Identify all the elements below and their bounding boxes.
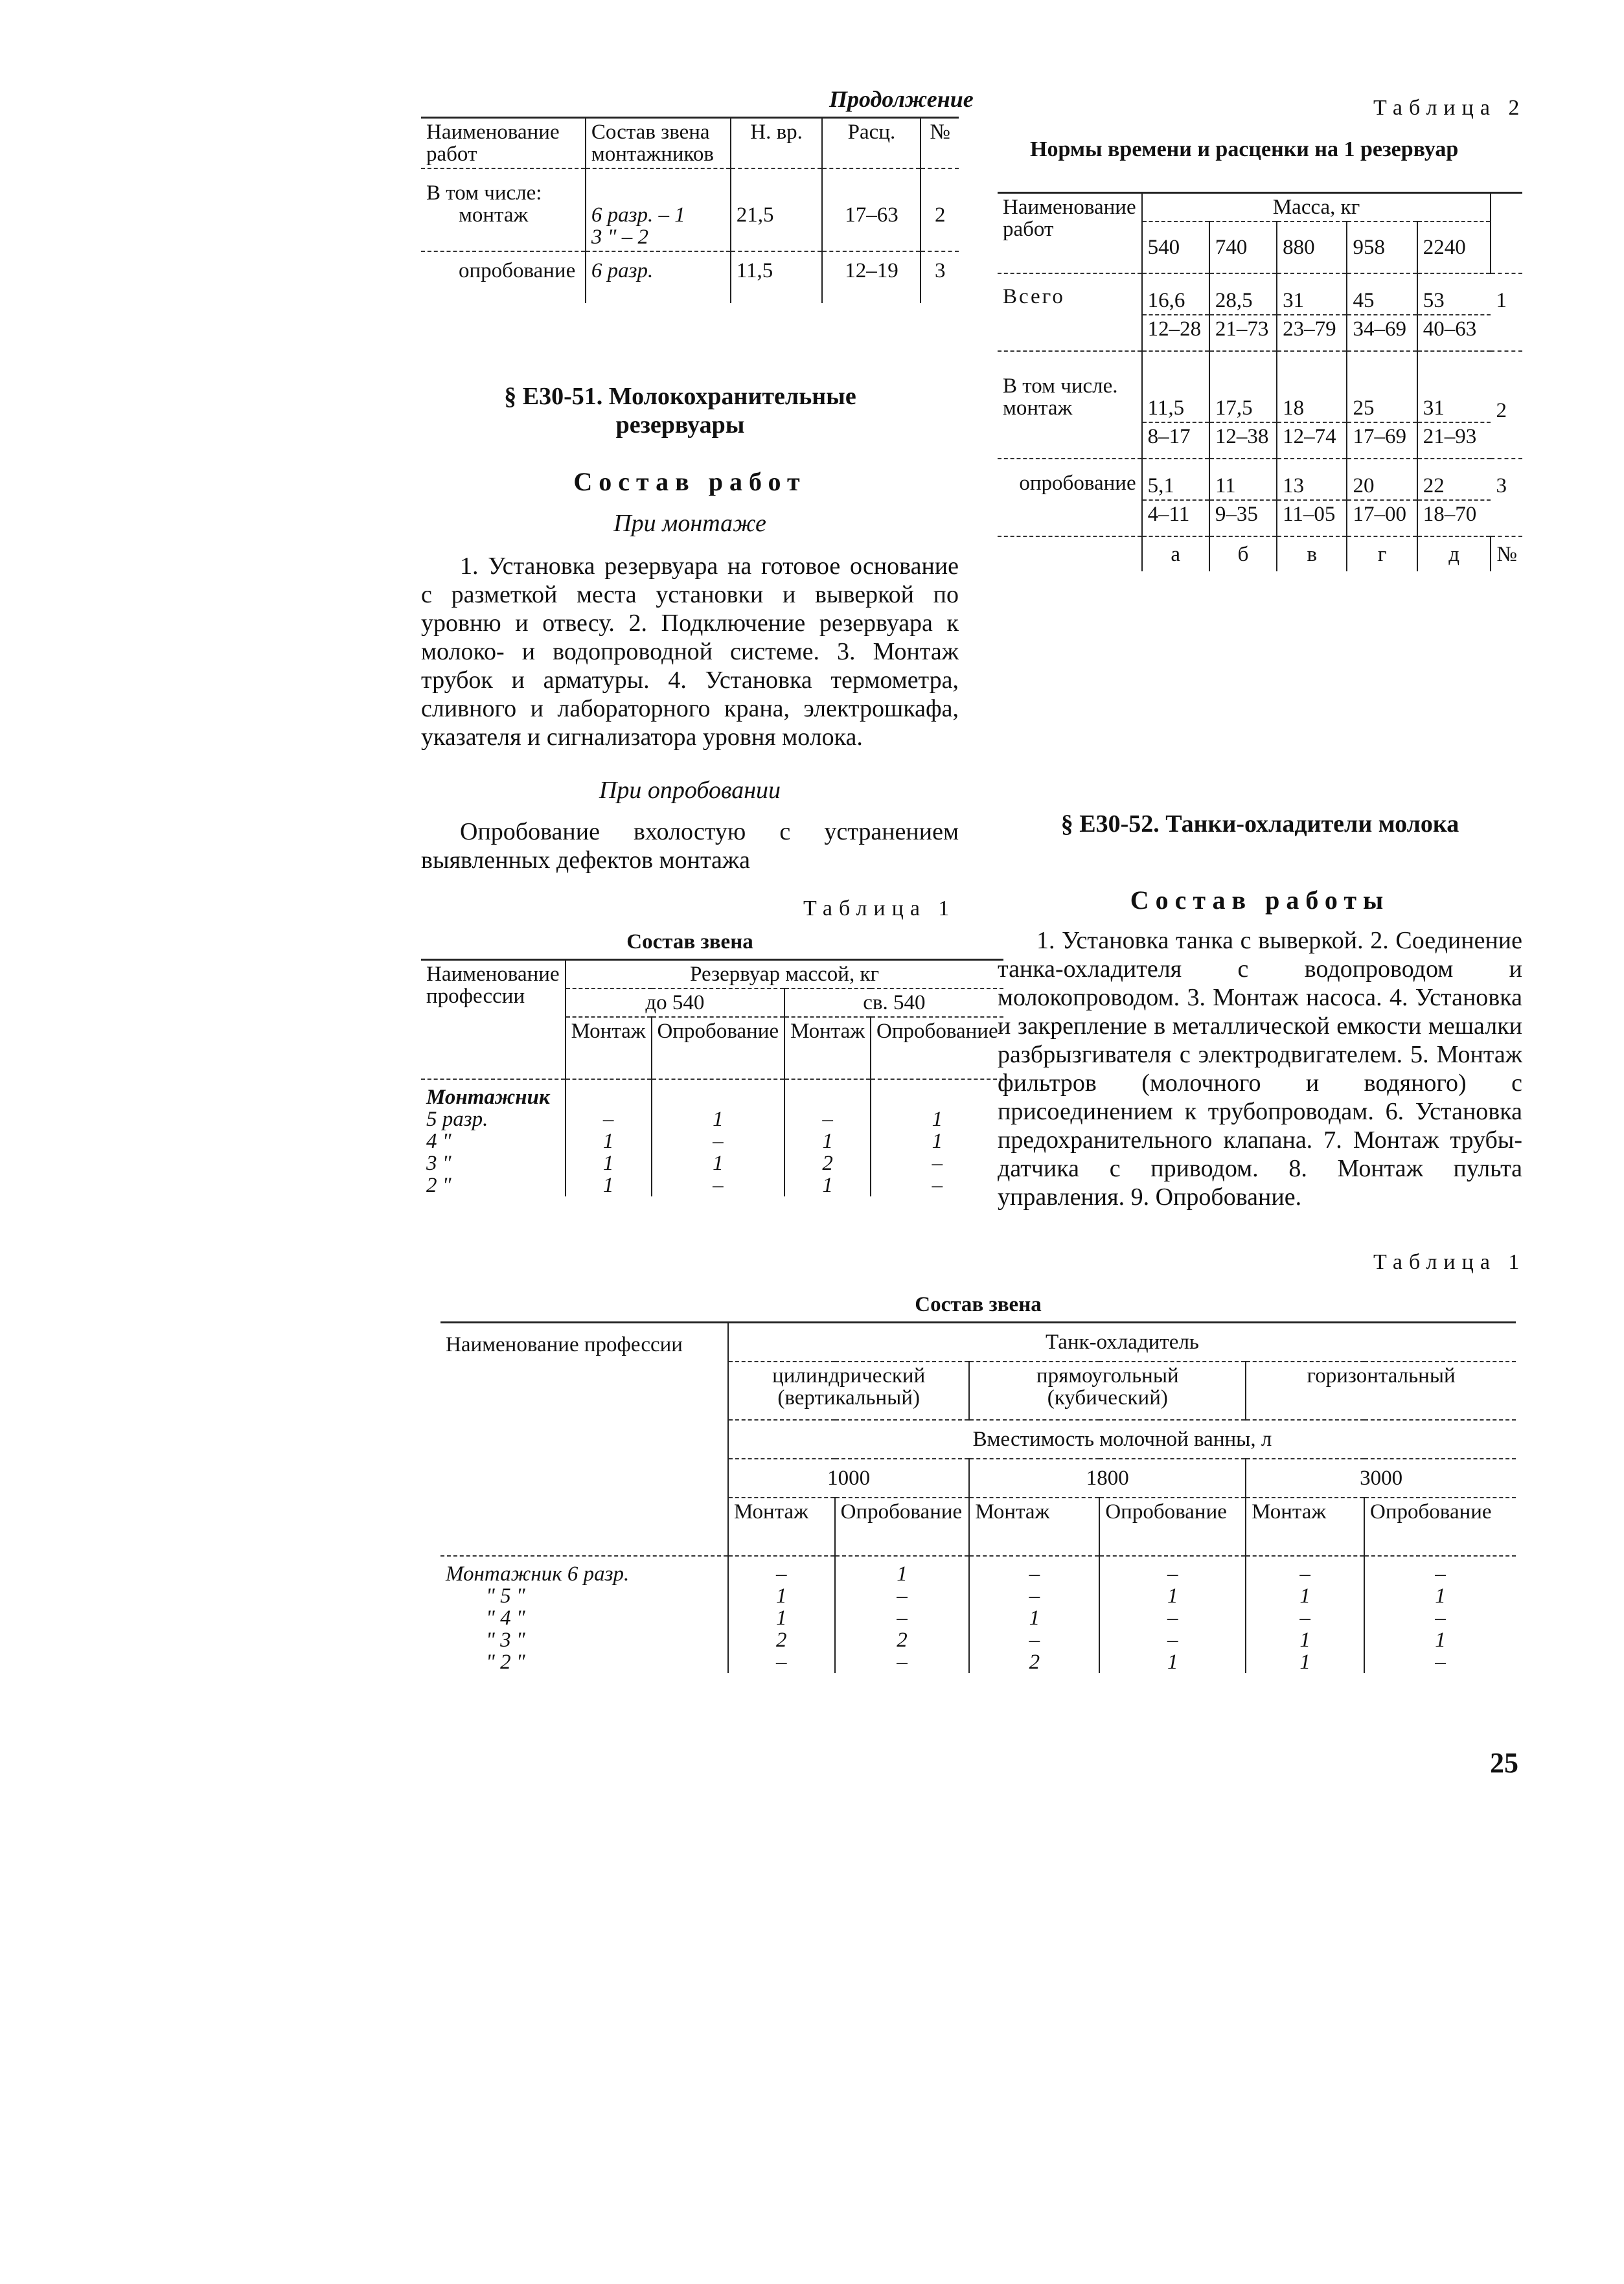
- mass: 2240: [1417, 222, 1491, 273]
- col-profession: Наименование профессии: [421, 960, 566, 1080]
- time: 5,1: [1142, 459, 1209, 500]
- rate: 40–63: [1417, 315, 1491, 351]
- time: 28,5: [1209, 273, 1277, 315]
- cell: 1: [1246, 1651, 1364, 1673]
- time: 31: [1277, 273, 1347, 315]
- cell: –: [1246, 1556, 1364, 1585]
- cell: –: [871, 1174, 1003, 1196]
- row-no: 1: [1491, 273, 1522, 351]
- row-prof: 4 ": [426, 1130, 452, 1153]
- time: 18: [1277, 351, 1347, 422]
- col-test: Опробование: [835, 1498, 970, 1556]
- row-nvr: 11,5: [731, 251, 823, 303]
- rate: 9–35: [1209, 500, 1277, 536]
- test-heading: При опробовании: [599, 777, 781, 804]
- composition-heading-e3052: Состав работы: [1130, 885, 1390, 915]
- col-mont: Монтаж: [566, 1017, 652, 1079]
- continuation-label: Продолжение: [829, 86, 974, 112]
- cell: –: [1099, 1629, 1246, 1651]
- cell: –: [652, 1174, 785, 1196]
- rate: 12–74: [1277, 422, 1347, 459]
- cell: 2: [969, 1651, 1099, 1673]
- cell: –: [1364, 1651, 1516, 1673]
- col-letter: б: [1209, 536, 1277, 571]
- col-test: Опробование: [1099, 1498, 1246, 1556]
- row-prof: " 5 ": [486, 1584, 525, 1608]
- cell: 1: [871, 1130, 1003, 1152]
- rate: 18–70: [1417, 500, 1491, 536]
- row-nvr: 21,5: [731, 168, 823, 251]
- group-header: Танк-охладитель: [728, 1323, 1516, 1362]
- row-name: опробование: [459, 259, 576, 282]
- section-title-e3051: § Е30-51. Молокохранительные резервуары: [504, 383, 856, 439]
- rate: 21–93: [1417, 422, 1491, 459]
- col-test: Опробование: [652, 1017, 785, 1079]
- crew-table-e3051: [421, 959, 1003, 1196]
- cell: 1: [1099, 1651, 1246, 1673]
- rate: 12–38: [1209, 422, 1277, 459]
- cell: 1: [1364, 1629, 1516, 1651]
- rate: 34–69: [1347, 315, 1417, 351]
- rate: 12–28: [1142, 315, 1209, 351]
- col-header-crew: Состав звена монтажников: [586, 118, 731, 169]
- cell: 1: [728, 1607, 835, 1629]
- row-crew: 6 разр.: [586, 251, 731, 303]
- cell: 1: [784, 1174, 871, 1196]
- col-mont: Монтаж: [1246, 1498, 1364, 1556]
- test-text: Опробование вхолостую с устранением выявленных дефектов монтажа: [421, 818, 959, 874]
- cell: –: [1246, 1607, 1364, 1629]
- mount-text: 1. Установка резервуара на готовое основание с разметкой места установки и выверкой по уровню и отвесу. 2. Подключение резервуара к молоко- и водопроводной системе. 3. Монтаж трубок и арматуры. 4. Установка термометра, сливного и лабораторного крана, электрошкафа, указателя и сигнализатора уровня молока.: [421, 553, 959, 751]
- cell: 1: [566, 1174, 652, 1196]
- cell: 1: [652, 1152, 785, 1174]
- col-mont: Монтаж: [784, 1017, 871, 1079]
- mass-header: Масса, кг: [1142, 193, 1491, 222]
- cell: 1: [566, 1130, 652, 1152]
- cell: –: [1364, 1607, 1516, 1629]
- rate: 17–00: [1347, 500, 1417, 536]
- cell: –: [969, 1585, 1099, 1607]
- cell: 1: [566, 1152, 652, 1174]
- row-name: Всего: [998, 273, 1142, 351]
- row-crew: 6 разр. – 1: [591, 203, 685, 227]
- time: 11: [1209, 459, 1277, 500]
- rate: 4–11: [1142, 500, 1209, 536]
- row-prof: 2 ": [426, 1174, 452, 1197]
- col-letter: №: [1491, 536, 1522, 571]
- col-test: Опробование: [871, 1017, 1003, 1079]
- table-title: Состав звена: [626, 930, 753, 954]
- row-name: монтаж: [459, 203, 529, 227]
- time: 22: [1417, 459, 1491, 500]
- cell: 1: [784, 1130, 871, 1152]
- col-mont: Монтаж: [728, 1498, 835, 1556]
- cell: –: [871, 1152, 1003, 1174]
- cell: –: [835, 1607, 970, 1629]
- row-no: 3: [1491, 459, 1522, 536]
- cell: –: [728, 1556, 835, 1585]
- cell: 1: [728, 1585, 835, 1607]
- col-header-nvr: Н. вр.: [731, 118, 823, 169]
- col-test: Опробование: [1364, 1498, 1516, 1556]
- table-label: Таблица 1: [803, 896, 956, 920]
- group-label: В том числе:: [426, 181, 542, 205]
- mass: 880: [1277, 222, 1347, 273]
- cell: 1: [1246, 1585, 1364, 1607]
- row-rasc: 17–63: [822, 168, 921, 251]
- row-prof: Монтажник 6 разр.: [446, 1562, 630, 1586]
- cell: –: [1364, 1556, 1516, 1585]
- time: 45: [1347, 273, 1417, 315]
- col-header-rasc: Расц.: [822, 118, 921, 169]
- cell: –: [784, 1108, 871, 1130]
- cell: –: [835, 1651, 970, 1673]
- cell: 2: [784, 1152, 871, 1174]
- col-group: Резервуар массой, кг: [566, 960, 1003, 989]
- cell: –: [1099, 1556, 1246, 1585]
- row-prof: " 3 ": [486, 1628, 525, 1652]
- rate: 11–05: [1277, 500, 1347, 536]
- cell: 2: [835, 1629, 970, 1651]
- rate: 17–69: [1347, 422, 1417, 459]
- cell: 2: [728, 1629, 835, 1651]
- row-prof: 5 разр.: [426, 1108, 488, 1131]
- time: 20: [1347, 459, 1417, 500]
- col-mont: Монтаж: [969, 1498, 1099, 1556]
- col-name: Наименование работ: [998, 193, 1142, 274]
- col-profession: Наименование профессии: [440, 1323, 728, 1557]
- type-header: цилиндрический (вертикальный): [728, 1362, 969, 1420]
- type-header: прямоугольный (кубический): [969, 1362, 1246, 1420]
- cell: –: [1099, 1607, 1246, 1629]
- type-header: горизонтальный: [1246, 1362, 1516, 1420]
- rate: 23–79: [1277, 315, 1347, 351]
- col-letter: а: [1142, 536, 1209, 571]
- mount-heading: При монтаже: [613, 510, 766, 537]
- row-no: 3: [921, 251, 959, 303]
- capacity: 3000: [1246, 1459, 1516, 1498]
- cell: 1: [871, 1108, 1003, 1130]
- mass: 540: [1142, 222, 1209, 273]
- time: 25: [1347, 351, 1417, 422]
- cell: 1: [1099, 1585, 1246, 1607]
- row-prof: Монтажник: [426, 1086, 550, 1109]
- capacity-header: Вместимость молочной ванны, л: [728, 1420, 1516, 1459]
- row-rasc: 12–19: [822, 251, 921, 303]
- table2: [998, 192, 1522, 571]
- capacity: 1000: [728, 1459, 969, 1498]
- rate: 8–17: [1142, 422, 1209, 459]
- table2-title: Нормы времени и расценки на 1 резервуар: [1030, 137, 1459, 161]
- mass: 740: [1209, 222, 1277, 273]
- row-crew: 3 " – 2: [591, 225, 648, 249]
- time: 13: [1277, 459, 1347, 500]
- row-no: 2: [1491, 351, 1522, 459]
- cell: –: [652, 1130, 785, 1152]
- mass: 958: [1347, 222, 1417, 273]
- cell: –: [969, 1556, 1099, 1585]
- e3052-text: 1. Установка танка с выверкой. 2. Соединение танка-охладителя с водопроводом и молокопроводом. 3. Монтаж насоса. 4. Установка и закрепление в металлической емкости мешалки разбрызгивателя с электродвигателем. 5. Монтаж фильтров (молочного и водяного) с присоединением к трубопроводам. 6. Установка предохранительного клапана. 7. Монтаж трубы-датчика с приводом. 8. Монтаж пульта управления. 9. Опробование.: [998, 927, 1522, 1211]
- cell: 1: [969, 1607, 1099, 1629]
- col-header-name: Наименование работ: [421, 118, 586, 169]
- col-letter: г: [1347, 536, 1417, 571]
- composition-heading: Состав работ: [573, 467, 806, 496]
- sub-header: до 540: [566, 988, 785, 1017]
- time: 17,5: [1209, 351, 1277, 422]
- cell: –: [969, 1629, 1099, 1651]
- col-header-no: №: [921, 118, 959, 169]
- continuation-table: [421, 117, 959, 303]
- time: 16,6: [1142, 273, 1209, 315]
- crew-table-e3052: [440, 1321, 1516, 1673]
- row-prof: " 2 ": [486, 1650, 525, 1674]
- section-title-e3052: § Е30-52. Танки-охладители молока: [1060, 810, 1459, 838]
- row-prof: 3 ": [426, 1152, 452, 1175]
- rate: 21–73: [1209, 315, 1277, 351]
- row-name: В том числе. монтаж: [998, 351, 1142, 459]
- cell: –: [835, 1585, 970, 1607]
- row-no: 2: [921, 168, 959, 251]
- time: 53: [1417, 273, 1491, 315]
- cell: –: [566, 1108, 652, 1130]
- sub-header: св. 540: [784, 988, 1003, 1017]
- col-letter: д: [1417, 536, 1491, 571]
- table-bottom-title: Состав звена: [915, 1293, 1042, 1316]
- table2-label: Таблица 2: [1373, 96, 1526, 120]
- time: 31: [1417, 351, 1491, 422]
- cell: 1: [652, 1108, 785, 1130]
- col-letter: в: [1277, 536, 1347, 571]
- cell: 1: [1364, 1585, 1516, 1607]
- cell: –: [728, 1651, 835, 1673]
- row-name: опробование: [998, 459, 1142, 536]
- cell: 1: [835, 1556, 970, 1585]
- cell: 1: [1246, 1629, 1364, 1651]
- page-number: 25: [1490, 1747, 1518, 1779]
- time: 11,5: [1142, 351, 1209, 422]
- row-prof: " 4 ": [486, 1606, 525, 1630]
- table-bottom-label: Таблица 1: [1373, 1250, 1526, 1274]
- capacity: 1800: [969, 1459, 1246, 1498]
